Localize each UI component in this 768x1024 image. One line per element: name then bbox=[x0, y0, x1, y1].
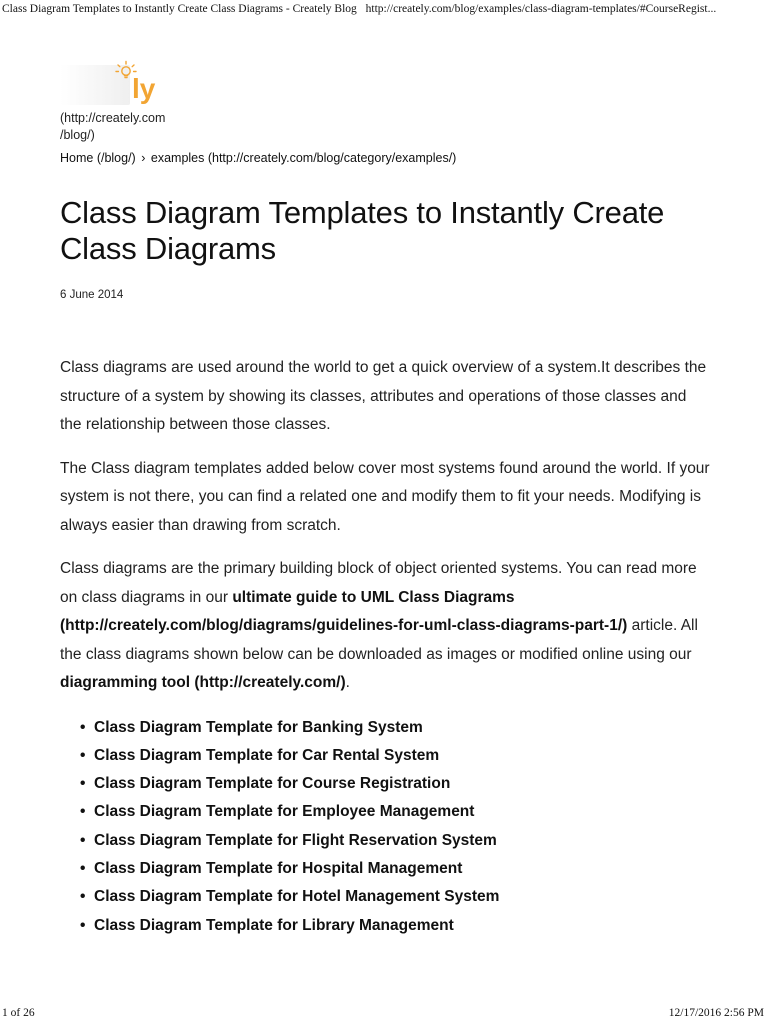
print-header-url: http://creately.com/blog/examples/class-diagram-templates/#CourseRegist... bbox=[365, 3, 717, 15]
uml-guide-link[interactable]: ultimate guide to UML Class Diagrams (http://creately.com/blog/diagrams/guidelines-for-uml-class-diagrams-part-1/) bbox=[60, 588, 628, 634]
print-header bbox=[0, 0, 768, 20]
breadcrumb-category[interactable]: examples (http://creately.com/blog/category/examples/) bbox=[150, 151, 457, 165]
logo-url-line2: /blog/) bbox=[60, 128, 95, 142]
template-link-hospital-management[interactable]: • Class Diagram Template for Hospital Management bbox=[94, 855, 710, 883]
page-title: Class Diagram Templates to Instantly Create Class Diagrams bbox=[60, 195, 665, 266]
templates-paragraph: The Class diagram templates added below cover most systems found around the world. If your system is not there, you can find a related one and modify them to fit your needs. Modifying is always easier than drawing from scratch. bbox=[60, 459, 710, 534]
creately-logo[interactable] bbox=[60, 55, 180, 110]
print-header-title: Class Diagram Templates to Instantly Create Class Diagrams - Creately Blog bbox=[2, 3, 357, 15]
breadcrumb-separator: › bbox=[141, 151, 146, 165]
logo-url-line1: (http://creately.com bbox=[60, 111, 166, 125]
template-link-car-rental[interactable]: • Class Diagram Template for Car Rental System bbox=[94, 742, 710, 770]
p3-text-1: Class diagrams are the primary building block of object oriented systems. You can read more on class diagrams in our bbox=[60, 560, 697, 606]
template-link-banking[interactable]: • Class Diagram Template for Banking System bbox=[94, 714, 710, 742]
logo-url[interactable] bbox=[60, 110, 190, 144]
article-content bbox=[60, 55, 710, 940]
logo-text: ly bbox=[132, 73, 156, 104]
breadcrumb-home[interactable]: Home (/blog/) bbox=[60, 151, 136, 165]
print-datetime: 12/17/2016 2:56 PM bbox=[668, 1007, 764, 1019]
template-link-flight-reservation[interactable]: • Class Diagram Template for Flight Reservation System bbox=[94, 827, 710, 855]
template-link-course-registration[interactable]: • Class Diagram Template for Course Registration bbox=[94, 770, 710, 798]
template-list bbox=[60, 714, 710, 940]
breadcrumb bbox=[60, 150, 710, 166]
building-block-paragraph bbox=[60, 555, 710, 698]
print-footer bbox=[0, 1004, 768, 1024]
p3-text-2: article. All the class diagrams shown below can be downloaded as images or modified online using our bbox=[60, 617, 698, 663]
post-date: 6 June 2014 bbox=[60, 289, 124, 301]
template-link-library-management[interactable]: • Class Diagram Template for Library Management bbox=[94, 912, 710, 940]
intro-paragraph: Class diagrams are used around the world to get a quick overview of a system.It describes the structure of a system by showing its classes, attributes and operations of those classes and the relationship between those classes. bbox=[60, 359, 707, 433]
diagramming-tool-link[interactable]: diagramming tool (http://creately.com/) bbox=[60, 674, 346, 691]
template-link-employee-management[interactable]: • Class Diagram Template for Employee Management bbox=[94, 798, 710, 826]
page-counter: 1 of 26 bbox=[2, 1007, 35, 1019]
p3-text-3: . bbox=[345, 674, 350, 691]
template-link-hotel-management[interactable]: • Class Diagram Template for Hotel Management System bbox=[94, 883, 710, 911]
